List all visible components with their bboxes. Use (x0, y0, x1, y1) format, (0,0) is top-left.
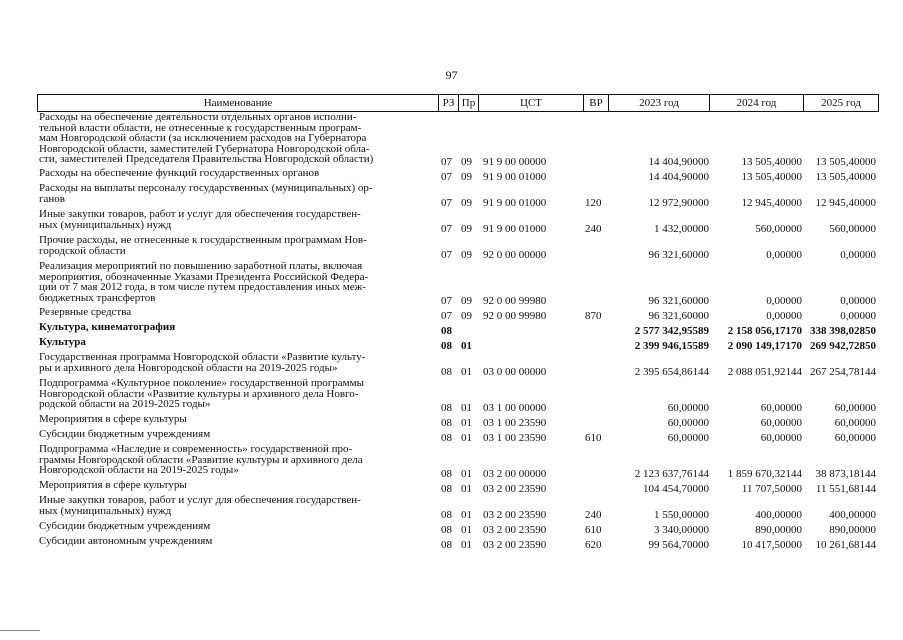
row-rz: 07 (441, 295, 452, 307)
row-value-2023: 96 321,60000 (648, 310, 709, 322)
row-value-2025: 269 942,72850 (810, 340, 876, 352)
row-rz: 08 (441, 417, 452, 429)
row-value-2023: 14 404,90000 (648, 171, 709, 183)
table-row (37, 261, 879, 307)
table-row (37, 337, 879, 352)
row-rz: 08 (441, 509, 452, 521)
row-value-2023: 2 577 342,95589 (634, 325, 709, 337)
row-value-2024: 11 707,50000 (741, 483, 802, 495)
header-2023: 2023 год (639, 97, 679, 109)
row-value-2023: 104 454,70000 (643, 483, 709, 495)
row-value-2025: 890,00000 (829, 524, 876, 536)
row-vr: 120 (585, 197, 602, 209)
row-cst: 03 0 00 00000 (483, 366, 547, 378)
row-cst: 92 0 00 00000 (483, 249, 547, 261)
row-cst: 03 2 00 23590 (483, 524, 547, 536)
row-value-2023: 60,00000 (667, 402, 709, 414)
header-2025: 2025 год (821, 97, 861, 109)
row-value-2025: 400,00000 (829, 509, 876, 521)
row-name: Мероприятия в сфере культуры (39, 479, 187, 491)
row-value-2023: 1 550,00000 (654, 509, 709, 521)
row-value-2025: 12 945,40000 (815, 197, 876, 209)
row-pr: 01 (461, 366, 472, 378)
row-name: Мероприятия в сфере культуры (39, 413, 187, 425)
row-value-2023: 99 564,70000 (648, 539, 709, 551)
table-row (37, 444, 879, 480)
row-value-2023: 96 321,60000 (648, 295, 709, 307)
row-value-2024: 400,00000 (755, 509, 802, 521)
row-rz: 07 (441, 171, 452, 183)
row-rz: 07 (441, 223, 452, 235)
row-value-2024: 12 945,40000 (741, 197, 802, 209)
row-value-2024: 0,00000 (766, 249, 802, 261)
row-value-2023: 96 321,60000 (648, 249, 709, 261)
row-cst: 03 2 00 23590 (483, 483, 547, 495)
row-cst: 03 2 00 00000 (483, 468, 547, 480)
row-name: Прочие расходы, не отнесенные к государственным программам Нов- городской области (39, 234, 367, 257)
row-pr: 09 (461, 223, 472, 235)
row-pr: 01 (461, 509, 472, 521)
row-value-2024: 10 417,50000 (741, 539, 802, 551)
row-name: Резервные средства (39, 306, 132, 318)
row-cst: 03 1 00 00000 (483, 402, 547, 414)
header-vr: ВР (589, 97, 603, 109)
table-row (37, 183, 879, 209)
row-value-2023: 2 395 654,86144 (634, 366, 709, 378)
row-value-2023: 1 432,00000 (654, 223, 709, 235)
row-value-2024: 2 090 149,17170 (727, 340, 802, 352)
table-row (37, 352, 879, 378)
row-value-2025: 267 254,78144 (810, 366, 876, 378)
row-value-2025: 60,00000 (834, 417, 876, 429)
table-row (37, 495, 879, 521)
row-rz: 07 (441, 249, 452, 261)
row-value-2025: 60,00000 (834, 432, 876, 444)
row-rz: 08 (441, 483, 452, 495)
header-pr: Пр (461, 97, 476, 109)
table-row (37, 235, 879, 261)
row-value-2025: 0,00000 (840, 310, 876, 322)
row-pr: 01 (461, 468, 472, 480)
row-value-2023: 2 399 946,15589 (634, 340, 709, 352)
row-value-2025: 13 505,40000 (815, 171, 876, 183)
row-pr: 01 (461, 483, 472, 495)
row-vr: 610 (585, 432, 602, 444)
row-vr: 240 (585, 223, 602, 235)
row-rz: 08 (441, 325, 452, 337)
row-value-2024: 60,00000 (760, 432, 802, 444)
row-value-2024: 0,00000 (766, 295, 802, 307)
header-2024: 2024 год (736, 97, 777, 109)
row-value-2023: 60,00000 (667, 417, 709, 429)
table-row (37, 378, 879, 414)
row-name: Субсидии бюджетным учреждениям (39, 428, 211, 440)
header-name: Наименование (203, 97, 273, 109)
row-rz: 08 (441, 432, 452, 444)
table-row (37, 168, 879, 183)
row-pr: 01 (461, 340, 472, 352)
table-row (37, 480, 879, 495)
table-body (37, 112, 879, 551)
row-cst: 03 1 00 23590 (483, 432, 547, 444)
table-row (37, 322, 879, 337)
row-name: Иные закупки товаров, работ и услуг для обеспечения государствен- ных (муниципальных) нужд (39, 208, 361, 231)
row-pr: 09 (461, 310, 472, 322)
row-pr: 01 (461, 524, 472, 536)
row-value-2024: 560,00000 (755, 223, 802, 235)
table-header (37, 94, 879, 112)
row-value-2025: 11 551,68144 (815, 483, 876, 495)
row-rz: 08 (441, 366, 452, 378)
row-rz: 08 (441, 539, 452, 551)
row-name: Субсидии автономным учреждениям (39, 535, 213, 547)
row-vr: 870 (585, 310, 602, 322)
row-pr: 01 (461, 432, 472, 444)
row-value-2024: 890,00000 (755, 524, 802, 536)
row-cst: 92 0 00 99980 (483, 310, 547, 322)
row-value-2025: 0,00000 (840, 249, 876, 261)
row-value-2023: 14 404,90000 (648, 156, 709, 168)
row-pr: 09 (461, 197, 472, 209)
row-value-2024: 13 505,40000 (741, 156, 802, 168)
row-value-2023: 60,00000 (667, 432, 709, 444)
table-row (37, 521, 879, 536)
row-name: Государственная программа Новгородской области «Развитие культу- ры и архивного дела Новгородской области на 2019-2025 годы» (39, 351, 366, 374)
row-pr: 01 (461, 417, 472, 429)
table-row (37, 414, 879, 429)
row-name: Расходы на обеспечение деятельности отдельных органов исполни- тельной власти области, не отнесенные к государственным програм- мам Новгородской области (за исключением расходов на Губернатора Новгородской области, заместителей Губернатора Новгородской обла- сти, заместителей Председателя Правительства Новгородской области) (39, 111, 374, 166)
row-value-2024: 0,00000 (766, 310, 802, 322)
row-value-2024: 2 088 051,92144 (727, 366, 802, 378)
footer-rule (0, 630, 40, 631)
row-value-2023: 3 340,00000 (654, 524, 709, 536)
row-cst: 03 2 00 23590 (483, 509, 547, 521)
row-rz: 07 (441, 197, 452, 209)
row-cst: 91 9 00 01000 (483, 197, 547, 209)
row-value-2024: 60,00000 (760, 402, 802, 414)
table-row (37, 536, 879, 551)
row-vr: 620 (585, 539, 602, 551)
row-vr: 610 (585, 524, 602, 536)
row-cst: 91 9 00 00000 (483, 156, 547, 168)
budget-table (37, 94, 879, 551)
row-rz: 08 (441, 524, 452, 536)
row-name: Субсидии бюджетным учреждениям (39, 520, 211, 532)
row-value-2025: 338 398,02850 (810, 325, 876, 337)
row-cst: 92 0 00 99980 (483, 295, 547, 307)
header-cst: ЦСТ (520, 97, 542, 109)
row-name: Расходы на обеспечение функций государственных органов (39, 167, 320, 179)
row-name: Подпрограмма «Культурное поколение» государственной программы Новгородской области «Развитие культуры и архивного дела Новго- родской области на 2019-2025 годы» (39, 377, 364, 411)
row-value-2025: 38 873,18144 (815, 468, 876, 480)
table-row (37, 429, 879, 444)
row-name: Иные закупки товаров, работ и услуг для обеспечения государствен- ных (муниципальных) нужд (39, 494, 361, 517)
row-name: Культура (39, 336, 86, 348)
row-value-2025: 560,00000 (829, 223, 876, 235)
row-value-2023: 12 972,90000 (648, 197, 709, 209)
row-name: Расходы на выплаты персоналу государственных (муниципальных) ор- ганов (39, 182, 373, 205)
row-pr: 09 (461, 171, 472, 183)
row-pr: 09 (461, 156, 472, 168)
row-rz: 07 (441, 310, 452, 322)
row-pr: 01 (461, 402, 472, 414)
row-value-2024: 2 158 056,17170 (727, 325, 802, 337)
row-rz: 08 (441, 402, 452, 414)
row-vr: 240 (585, 509, 602, 521)
table-row (37, 307, 879, 322)
row-value-2025: 0,00000 (840, 295, 876, 307)
header-rz: РЗ (442, 97, 455, 109)
table-row (37, 209, 879, 235)
page-number: 97 (445, 68, 458, 82)
row-name: Подпрограмма «Наследие и современность» государственной про- граммы Новгородской области «Развитие культуры и архивного дела Новгородской области на 2019-2025 годы» (39, 443, 363, 477)
row-cst: 91 9 00 01000 (483, 171, 547, 183)
row-rz: 08 (441, 340, 452, 352)
row-value-2023: 2 123 637,76144 (634, 468, 709, 480)
row-rz: 07 (441, 156, 452, 168)
row-pr: 09 (461, 249, 472, 261)
row-rz: 08 (441, 468, 452, 480)
row-value-2024: 13 505,40000 (741, 171, 802, 183)
row-pr: 01 (461, 539, 472, 551)
row-value-2025: 60,00000 (834, 402, 876, 414)
table-row (37, 112, 879, 168)
row-value-2024: 1 859 670,32144 (727, 468, 802, 480)
row-cst: 91 9 00 01000 (483, 223, 547, 235)
row-value-2025: 10 261,68144 (815, 539, 876, 551)
row-cst: 03 1 00 23590 (483, 417, 547, 429)
row-name: Реализация мероприятий по повышению заработной платы, включая мероприятия, обозначенные Указами Президента Российской Федера- ции от 7 мая 2012 года, в том числе путем предоставления иных меж- бюджетных трансфертов (39, 260, 369, 304)
row-value-2024: 60,00000 (760, 417, 802, 429)
row-value-2025: 13 505,40000 (815, 156, 876, 168)
row-name: Культура, кинематография (39, 321, 176, 333)
row-cst: 03 2 00 23590 (483, 539, 547, 551)
row-pr: 09 (461, 295, 472, 307)
